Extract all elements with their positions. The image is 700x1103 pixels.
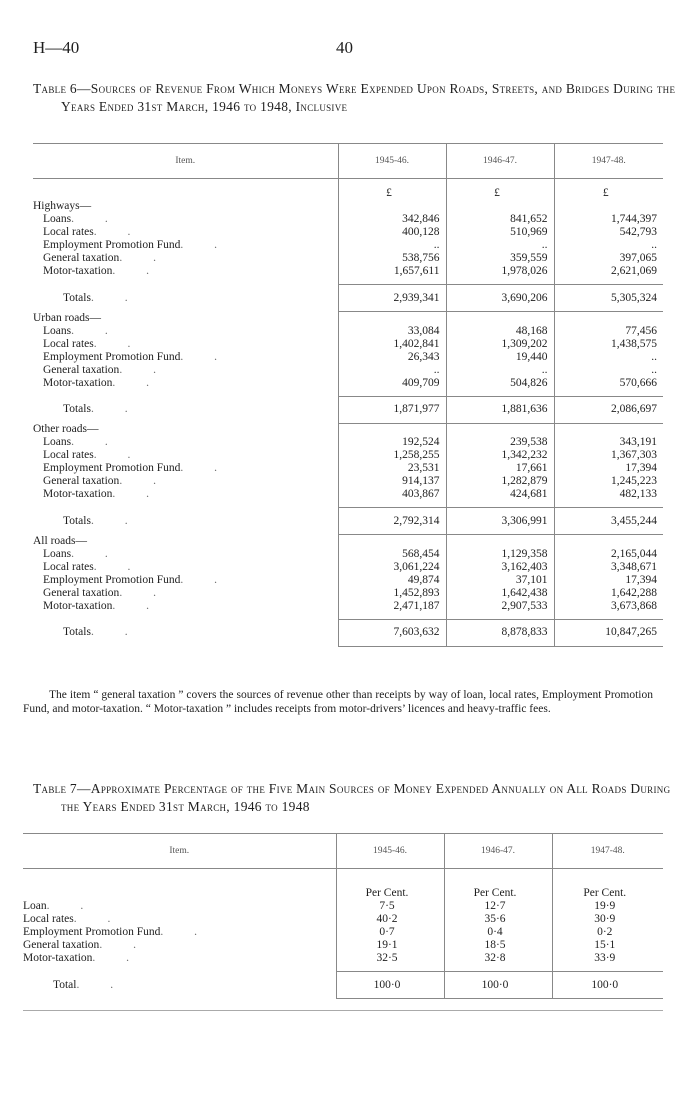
item-label-cell bbox=[33, 600, 338, 613]
percent-cell: 0·2 bbox=[552, 926, 663, 939]
blank-cell bbox=[23, 869, 336, 901]
value-cell: .. bbox=[554, 351, 663, 364]
table-row bbox=[23, 913, 663, 926]
item-label-cell bbox=[33, 226, 338, 239]
dot-leader: . . bbox=[90, 626, 142, 638]
item-label: Loans bbox=[43, 547, 72, 560]
dot-leader: . . bbox=[90, 514, 142, 527]
value-cell: 424,681 bbox=[446, 488, 554, 501]
totals-row bbox=[33, 285, 663, 312]
item-label: Motor-taxation bbox=[43, 488, 113, 500]
blank-cell bbox=[554, 423, 663, 436]
table-row bbox=[33, 449, 663, 462]
blank-cell bbox=[33, 179, 338, 201]
group-heading: Highways— bbox=[33, 200, 92, 212]
value-cell: 1,129,358 bbox=[446, 548, 554, 561]
total-value: 1,881,636 bbox=[446, 396, 554, 423]
value-cell: 1,367,303 bbox=[554, 449, 663, 462]
value-cell: 403,867 bbox=[338, 488, 446, 501]
value-cell: 510,969 bbox=[446, 226, 554, 239]
value-cell: 3,348,671 bbox=[554, 561, 663, 574]
percent-cell: 7·5 bbox=[336, 900, 444, 913]
item-label-cell bbox=[23, 900, 336, 913]
item-label-cell bbox=[33, 252, 338, 265]
dot-leader: . . bbox=[119, 252, 170, 264]
total-value: 100·0 bbox=[336, 972, 444, 999]
value-cell: 3,162,403 bbox=[446, 561, 554, 574]
percent-cell: 12·7 bbox=[444, 900, 552, 913]
value-cell: 342,846 bbox=[338, 213, 446, 226]
group-heading-row bbox=[33, 200, 663, 213]
value-cell: .. bbox=[446, 364, 554, 377]
dot-leader: . . bbox=[112, 488, 164, 500]
value-cell: 17,394 bbox=[554, 462, 663, 475]
percent-cell: 0·7 bbox=[336, 926, 444, 939]
table-row bbox=[33, 213, 663, 226]
total-value: 100·0 bbox=[552, 972, 663, 999]
item-label: Loan bbox=[23, 900, 47, 912]
value-cell: 542,793 bbox=[554, 226, 663, 239]
value-cell: .. bbox=[338, 364, 446, 377]
table-row bbox=[33, 252, 663, 265]
item-label-cell bbox=[33, 449, 338, 462]
item-label: Totals bbox=[63, 626, 91, 638]
value-cell: 19,440 bbox=[446, 351, 554, 364]
value-cell: 26,343 bbox=[338, 351, 446, 364]
item-label: General taxation bbox=[43, 363, 120, 376]
table7-body bbox=[23, 869, 663, 999]
blank-cell bbox=[446, 423, 554, 436]
unit-label: Per Cent. bbox=[336, 869, 444, 901]
total-value: 2,792,314 bbox=[338, 508, 446, 535]
item-label: Employment Promotion Fund bbox=[43, 350, 181, 363]
value-cell: 48,168 bbox=[446, 325, 554, 338]
currency-row bbox=[33, 179, 663, 201]
item-label-cell bbox=[33, 574, 338, 587]
item-label-cell bbox=[23, 926, 336, 939]
item-label-cell bbox=[33, 285, 338, 312]
table6-caption: Table 6—Sources of Revenue From Which Moneys Were Expended Upon Roads, Streets, and Bridges During the Years Ended 31st March, 1946 to 1948, Inclusive bbox=[33, 81, 676, 114]
blank-cell bbox=[554, 200, 663, 213]
table6 bbox=[33, 143, 663, 647]
total-value: 8,878,833 bbox=[446, 619, 554, 646]
item-label: Employment Promotion Fund bbox=[23, 926, 161, 938]
item-label-cell bbox=[33, 508, 338, 535]
value-cell: 3,673,868 bbox=[554, 600, 663, 613]
item-label-cell bbox=[33, 488, 338, 501]
value-cell: 2,907,533 bbox=[446, 600, 554, 613]
value-cell: .. bbox=[554, 364, 663, 377]
total-value: 2,086,697 bbox=[554, 396, 663, 423]
dot-leader: . . bbox=[93, 226, 145, 238]
item-label-cell bbox=[23, 952, 336, 965]
table-row bbox=[33, 475, 663, 488]
group-heading-row bbox=[33, 312, 663, 325]
percent-cell: 15·1 bbox=[552, 939, 663, 952]
item-label: Motor-taxation bbox=[23, 952, 93, 964]
dot-leader: . . bbox=[90, 403, 142, 415]
item-label: Motor-taxation bbox=[43, 599, 113, 612]
total-value: 3,455,244 bbox=[554, 508, 663, 535]
value-cell: 17,394 bbox=[554, 574, 663, 587]
currency-symbol: £ bbox=[338, 179, 446, 201]
percent-cell: 18·5 bbox=[444, 939, 552, 952]
percent-cell: 33·9 bbox=[552, 952, 663, 965]
item-label: Total bbox=[53, 978, 77, 991]
table-row bbox=[33, 462, 663, 475]
dot-leader: . . bbox=[71, 436, 122, 448]
percent-cell: 40·2 bbox=[336, 913, 444, 926]
dot-leader: . . bbox=[180, 462, 231, 474]
item-label: General taxation bbox=[43, 586, 120, 599]
value-cell: 37,101 bbox=[446, 574, 554, 587]
table-row bbox=[23, 939, 663, 952]
item-label-cell bbox=[33, 436, 338, 449]
dot-leader: . . bbox=[90, 291, 142, 304]
table7-header-1945: 1945-46. bbox=[336, 834, 444, 869]
dot-leader: . . bbox=[180, 573, 231, 586]
item-label: Totals bbox=[63, 403, 91, 415]
table-row bbox=[23, 900, 663, 913]
value-cell: 359,559 bbox=[446, 252, 554, 265]
table-row bbox=[33, 488, 663, 501]
value-cell: .. bbox=[338, 239, 446, 252]
dot-leader: . . bbox=[93, 337, 145, 350]
total-value: 3,690,206 bbox=[446, 285, 554, 312]
item-label: General taxation bbox=[43, 252, 120, 264]
group-heading: Other roads— bbox=[33, 423, 99, 435]
value-cell: 1,452,893 bbox=[338, 587, 446, 600]
percent-cell: 19·1 bbox=[336, 939, 444, 952]
dot-leader: . . bbox=[112, 265, 164, 277]
value-cell: 77,456 bbox=[554, 325, 663, 338]
value-cell: 33,084 bbox=[338, 325, 446, 338]
value-cell: 192,524 bbox=[338, 436, 446, 449]
group-heading-row bbox=[33, 535, 663, 548]
value-cell: 1,309,202 bbox=[446, 338, 554, 351]
table6-header-item: Item. bbox=[33, 144, 338, 179]
value-cell: 1,642,288 bbox=[554, 587, 663, 600]
value-cell: 1,657,611 bbox=[338, 265, 446, 278]
value-cell: 343,191 bbox=[554, 436, 663, 449]
table-row bbox=[23, 952, 663, 965]
total-value: 100·0 bbox=[444, 972, 552, 999]
total-value: 3,306,991 bbox=[446, 508, 554, 535]
dot-leader: . . bbox=[92, 952, 144, 964]
table-row bbox=[33, 325, 663, 338]
item-label-cell bbox=[33, 213, 338, 226]
item-label-cell bbox=[33, 265, 338, 278]
table-row bbox=[33, 548, 663, 561]
table7-caption: Table 7—Approximate Percentage of the Five Main Sources of Money Expended Annually on All Roads During the Years Ended 31st March, 1946 to 1948 bbox=[33, 781, 671, 814]
dot-leader: . . bbox=[180, 350, 231, 363]
table-row bbox=[33, 436, 663, 449]
value-cell: 2,471,187 bbox=[338, 600, 446, 613]
table7-header-1946: 1946-47. bbox=[444, 834, 552, 869]
item-label-cell bbox=[23, 939, 336, 952]
item-label: Totals bbox=[63, 291, 91, 304]
item-label-cell bbox=[33, 619, 338, 646]
table-row bbox=[33, 338, 663, 351]
percent-cell: 35·6 bbox=[444, 913, 552, 926]
item-label-cell bbox=[33, 587, 338, 600]
item-label-cell bbox=[33, 239, 338, 252]
item-label: Totals bbox=[63, 514, 91, 527]
item-label: General taxation bbox=[43, 475, 120, 487]
percent-cell: 19·9 bbox=[552, 900, 663, 913]
item-label-cell bbox=[33, 364, 338, 377]
table6-header-1945: 1945-46. bbox=[338, 144, 446, 179]
dot-leader: . . bbox=[46, 900, 98, 912]
value-cell: 1,642,438 bbox=[446, 587, 554, 600]
table-row bbox=[33, 561, 663, 574]
item-label: Employment Promotion Fund bbox=[43, 239, 181, 251]
blank-cell bbox=[446, 312, 554, 325]
dot-leader: . . bbox=[112, 599, 164, 612]
item-label: General taxation bbox=[23, 939, 100, 951]
value-cell: 568,454 bbox=[338, 548, 446, 561]
currency-symbol: £ bbox=[554, 179, 663, 201]
dot-leader: . . bbox=[93, 449, 145, 461]
table-row bbox=[33, 364, 663, 377]
blank-cell bbox=[338, 312, 446, 325]
item-label-cell bbox=[33, 338, 338, 351]
item-label: Local rates bbox=[23, 913, 74, 925]
value-cell: 1,438,575 bbox=[554, 338, 663, 351]
percent-cell: 30·9 bbox=[552, 913, 663, 926]
page-number: 40 bbox=[336, 38, 353, 57]
value-cell: 1,402,841 bbox=[338, 338, 446, 351]
dot-leader: . . bbox=[180, 239, 231, 251]
percent-cell: 32·5 bbox=[336, 952, 444, 965]
item-label-cell bbox=[23, 972, 336, 999]
table-row bbox=[33, 239, 663, 252]
value-cell: 17,661 bbox=[446, 462, 554, 475]
table7-header-item: Item. bbox=[23, 834, 336, 869]
item-label-cell bbox=[33, 475, 338, 488]
total-value: 10,847,265 bbox=[554, 619, 663, 646]
value-cell: 397,065 bbox=[554, 252, 663, 265]
value-cell: 482,133 bbox=[554, 488, 663, 501]
totals-row bbox=[33, 508, 663, 535]
total-value: 5,305,324 bbox=[554, 285, 663, 312]
unit-row bbox=[23, 869, 663, 901]
item-label-cell bbox=[33, 325, 338, 338]
table-row bbox=[33, 265, 663, 278]
item-label: Loans bbox=[43, 436, 72, 448]
dot-leader: . . bbox=[93, 560, 145, 573]
bottom-rule bbox=[23, 1010, 663, 1011]
value-cell: 570,666 bbox=[554, 377, 663, 390]
dot-leader: . . bbox=[71, 324, 122, 337]
value-cell: 914,137 bbox=[338, 475, 446, 488]
value-cell: 239,538 bbox=[446, 436, 554, 449]
item-label: Local rates bbox=[43, 560, 94, 573]
value-cell: 504,826 bbox=[446, 377, 554, 390]
item-label-cell bbox=[33, 462, 338, 475]
table6-note: The item “ general taxation ” covers the sources of revenue other than receipts by way of loan, local rates, Employment Promotion Fund, and motor-taxation. “ Motor-taxation ” includes receipts from motor-drivers’ licences and heavy-traffic fees. bbox=[23, 689, 653, 715]
table6-header-1946: 1946-47. bbox=[446, 144, 554, 179]
item-label: Loans bbox=[43, 213, 72, 225]
total-row bbox=[23, 972, 663, 999]
value-cell: 1,978,026 bbox=[446, 265, 554, 278]
dot-leader: . . bbox=[119, 363, 170, 376]
dot-leader: . . bbox=[76, 978, 128, 991]
item-label-cell bbox=[33, 351, 338, 364]
dot-leader: . . bbox=[119, 586, 170, 599]
value-cell: 49,874 bbox=[338, 574, 446, 587]
item-label-cell bbox=[33, 548, 338, 561]
item-label-cell bbox=[33, 561, 338, 574]
page-ref: H—40 bbox=[33, 38, 80, 57]
item-label: Employment Promotion Fund bbox=[43, 462, 181, 474]
item-label: Local rates bbox=[43, 226, 94, 238]
item-label: Motor-taxation bbox=[43, 376, 113, 389]
value-cell: 400,128 bbox=[338, 226, 446, 239]
percent-cell: 32·8 bbox=[444, 952, 552, 965]
item-label: Local rates bbox=[43, 449, 94, 461]
table-row bbox=[33, 574, 663, 587]
percent-cell: 0·4 bbox=[444, 926, 552, 939]
total-value: 1,871,977 bbox=[338, 396, 446, 423]
dot-leader: . . bbox=[160, 926, 211, 938]
table7 bbox=[23, 833, 663, 999]
item-label-cell bbox=[23, 913, 336, 926]
unit-label: Per Cent. bbox=[444, 869, 552, 901]
value-cell: 23,531 bbox=[338, 462, 446, 475]
item-label: Loans bbox=[43, 324, 72, 337]
dot-leader: . . bbox=[119, 475, 170, 487]
value-cell: 1,245,223 bbox=[554, 475, 663, 488]
blank-cell bbox=[446, 535, 554, 548]
value-cell: 1,258,255 bbox=[338, 449, 446, 462]
item-label-cell bbox=[33, 377, 338, 390]
table-row bbox=[33, 226, 663, 239]
item-label: Employment Promotion Fund bbox=[43, 573, 181, 586]
table-row bbox=[33, 351, 663, 364]
total-value: 2,939,341 bbox=[338, 285, 446, 312]
blank-cell bbox=[338, 423, 446, 436]
table-row bbox=[33, 587, 663, 600]
total-value: 7,603,632 bbox=[338, 619, 446, 646]
totals-row bbox=[33, 619, 663, 646]
value-cell: 2,165,044 bbox=[554, 548, 663, 561]
unit-label: Per Cent. bbox=[552, 869, 663, 901]
value-cell: 409,709 bbox=[338, 377, 446, 390]
value-cell: 3,061,224 bbox=[338, 561, 446, 574]
table-row bbox=[33, 377, 663, 390]
value-cell: 2,621,069 bbox=[554, 265, 663, 278]
dot-leader: . . bbox=[71, 213, 122, 225]
value-cell: .. bbox=[554, 239, 663, 252]
value-cell: 1,744,397 bbox=[554, 213, 663, 226]
blank-cell bbox=[338, 535, 446, 548]
item-label: Local rates bbox=[43, 337, 94, 350]
value-cell: .. bbox=[446, 239, 554, 252]
dot-leader: . . bbox=[99, 939, 150, 951]
item-label: Motor-taxation bbox=[43, 265, 113, 277]
group-heading: Urban roads— bbox=[33, 311, 102, 324]
value-cell: 1,342,232 bbox=[446, 449, 554, 462]
value-cell: 538,756 bbox=[338, 252, 446, 265]
item-label-cell bbox=[33, 396, 338, 423]
totals-row bbox=[33, 396, 663, 423]
table6-header-1947: 1947-48. bbox=[554, 144, 663, 179]
value-cell: 1,282,879 bbox=[446, 475, 554, 488]
blank-cell bbox=[554, 535, 663, 548]
table-row bbox=[33, 600, 663, 613]
group-heading-row bbox=[33, 423, 663, 436]
dot-leader: . . bbox=[112, 376, 164, 389]
blank-cell bbox=[338, 200, 446, 213]
value-cell: 841,652 bbox=[446, 213, 554, 226]
table7-header-1947: 1947-48. bbox=[552, 834, 663, 869]
dot-leader: . . bbox=[71, 547, 122, 560]
blank-cell bbox=[446, 200, 554, 213]
blank-cell bbox=[554, 312, 663, 325]
currency-symbol: £ bbox=[446, 179, 554, 201]
group-heading: All roads— bbox=[33, 534, 87, 547]
table6-body bbox=[33, 179, 663, 647]
dot-leader: . . bbox=[73, 913, 125, 925]
table-row bbox=[23, 926, 663, 939]
